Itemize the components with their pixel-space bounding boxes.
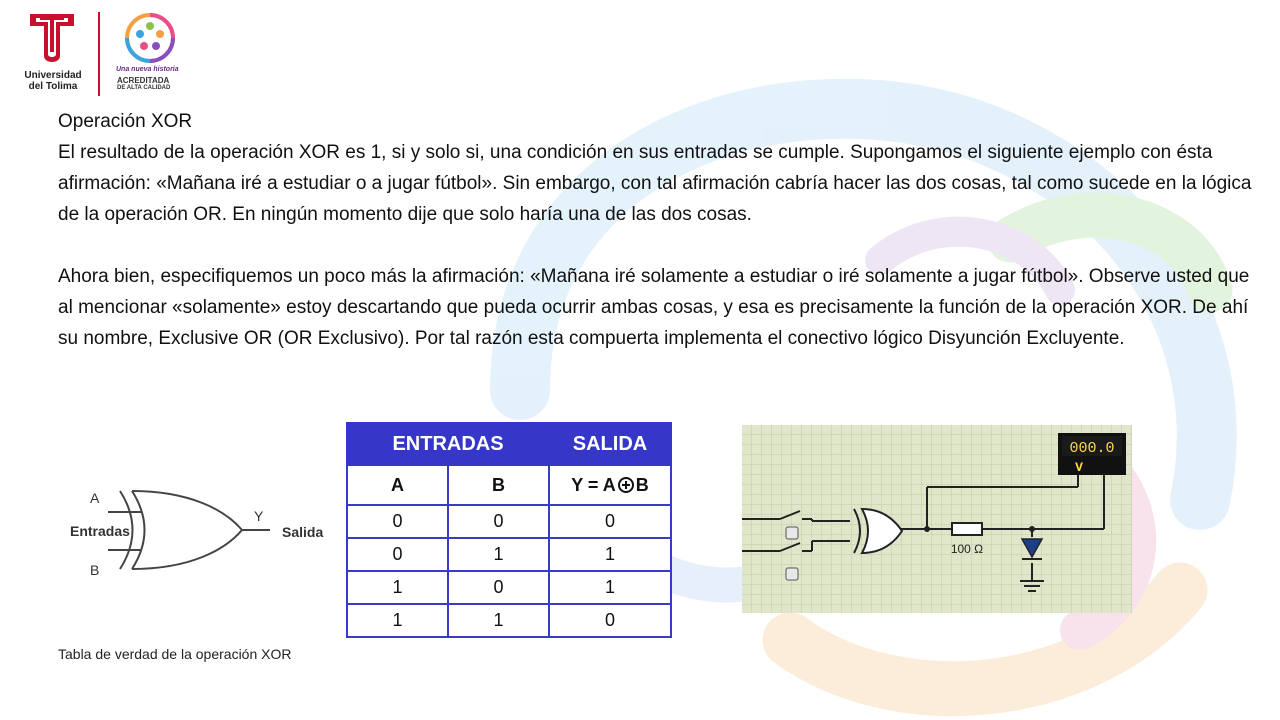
table-row bbox=[347, 538, 671, 571]
column-a: A bbox=[347, 465, 448, 505]
content-text bbox=[58, 106, 1268, 354]
cell-b: 0 bbox=[448, 505, 549, 538]
cell-a: 0 bbox=[347, 538, 448, 571]
accreditation-emblem-icon bbox=[122, 12, 178, 64]
gate-inputs-label: Entradas bbox=[70, 523, 130, 539]
resistor-label: 100 Ω bbox=[950, 542, 984, 556]
paragraph-2: Ahora bien, especifiquemos un poco más la afirmación: «Mañana iré solamente a estudiar o iré solamente a jugar fútbol». Observe usted que al mencionar «solamente» estoy descartando que pueda ocurrir ambas cosas, y esa es precisamente la función de la operación XOR. De ahí su nombre, Exclusive OR (OR Exclusivo). Por tal razón esta compuerta implementa el conectivo lógico Disyunción Excluyente. bbox=[58, 266, 1250, 349]
gate-output-label: Salida bbox=[282, 524, 324, 540]
ut-emblem-icon bbox=[28, 12, 76, 64]
table-row bbox=[347, 571, 671, 604]
cell-y: 0 bbox=[549, 505, 671, 538]
section-title: Operación XOR bbox=[58, 111, 193, 132]
paragraph-1: El resultado de la operación XOR es 1, si y solo si, una condición en sus entradas se cumple. Supongamos el siguiente ejemplo con ésta afirmación: «Mañana iré a estudiar o a jugar fútbol». Sin embargo, con tal afirmación cabría hacer las dos cosas, tal como sucede en la lógica de la operación OR. En ningún momento dije que solo haría una de las dos cosas. bbox=[58, 142, 1252, 225]
gate-input-b-label: B bbox=[90, 562, 100, 578]
table-row bbox=[347, 505, 671, 538]
cell-b: 1 bbox=[448, 538, 549, 571]
voltmeter-reading: 000.0 bbox=[1069, 440, 1115, 457]
header-output: SALIDA bbox=[549, 423, 671, 465]
cell-y: 1 bbox=[549, 538, 671, 571]
accreditation-tagline: Una nueva historia bbox=[116, 66, 179, 73]
logo-separator bbox=[98, 12, 100, 96]
column-y-left: Y = A bbox=[571, 474, 616, 495]
table-caption: Tabla de verdad de la operación XOR bbox=[58, 646, 292, 662]
column-y bbox=[549, 465, 671, 505]
xor-gate-diagram bbox=[60, 470, 330, 590]
gate-input-a-label: A bbox=[90, 490, 100, 506]
cell-y: 0 bbox=[549, 604, 671, 637]
university-name-line2: del Tolima bbox=[28, 81, 78, 92]
cell-a: 1 bbox=[347, 571, 448, 604]
truth-table bbox=[346, 422, 672, 638]
voltmeter-unit: V bbox=[1075, 460, 1083, 475]
accreditation-logo bbox=[112, 12, 188, 96]
cell-a: 1 bbox=[347, 604, 448, 637]
cell-b: 0 bbox=[448, 571, 549, 604]
column-y-right: B bbox=[635, 474, 649, 495]
voltmeter bbox=[1058, 433, 1126, 475]
accreditation-line1: ACREDITADA bbox=[117, 76, 170, 85]
cell-a: 0 bbox=[347, 505, 448, 538]
xor-symbol-icon bbox=[618, 477, 634, 493]
university-logo bbox=[20, 12, 90, 94]
cell-y: 1 bbox=[549, 571, 671, 604]
university-name-line1: Universidad bbox=[24, 70, 82, 81]
cell-b: 1 bbox=[448, 604, 549, 637]
table-row bbox=[347, 604, 671, 637]
accreditation-line2: DE ALTA CALIDAD bbox=[117, 85, 171, 91]
xor-circuit-simulation bbox=[742, 425, 1132, 613]
gate-output-y-label: Y bbox=[254, 508, 264, 524]
column-b: B bbox=[448, 465, 549, 505]
header-inputs: ENTRADAS bbox=[347, 423, 549, 465]
